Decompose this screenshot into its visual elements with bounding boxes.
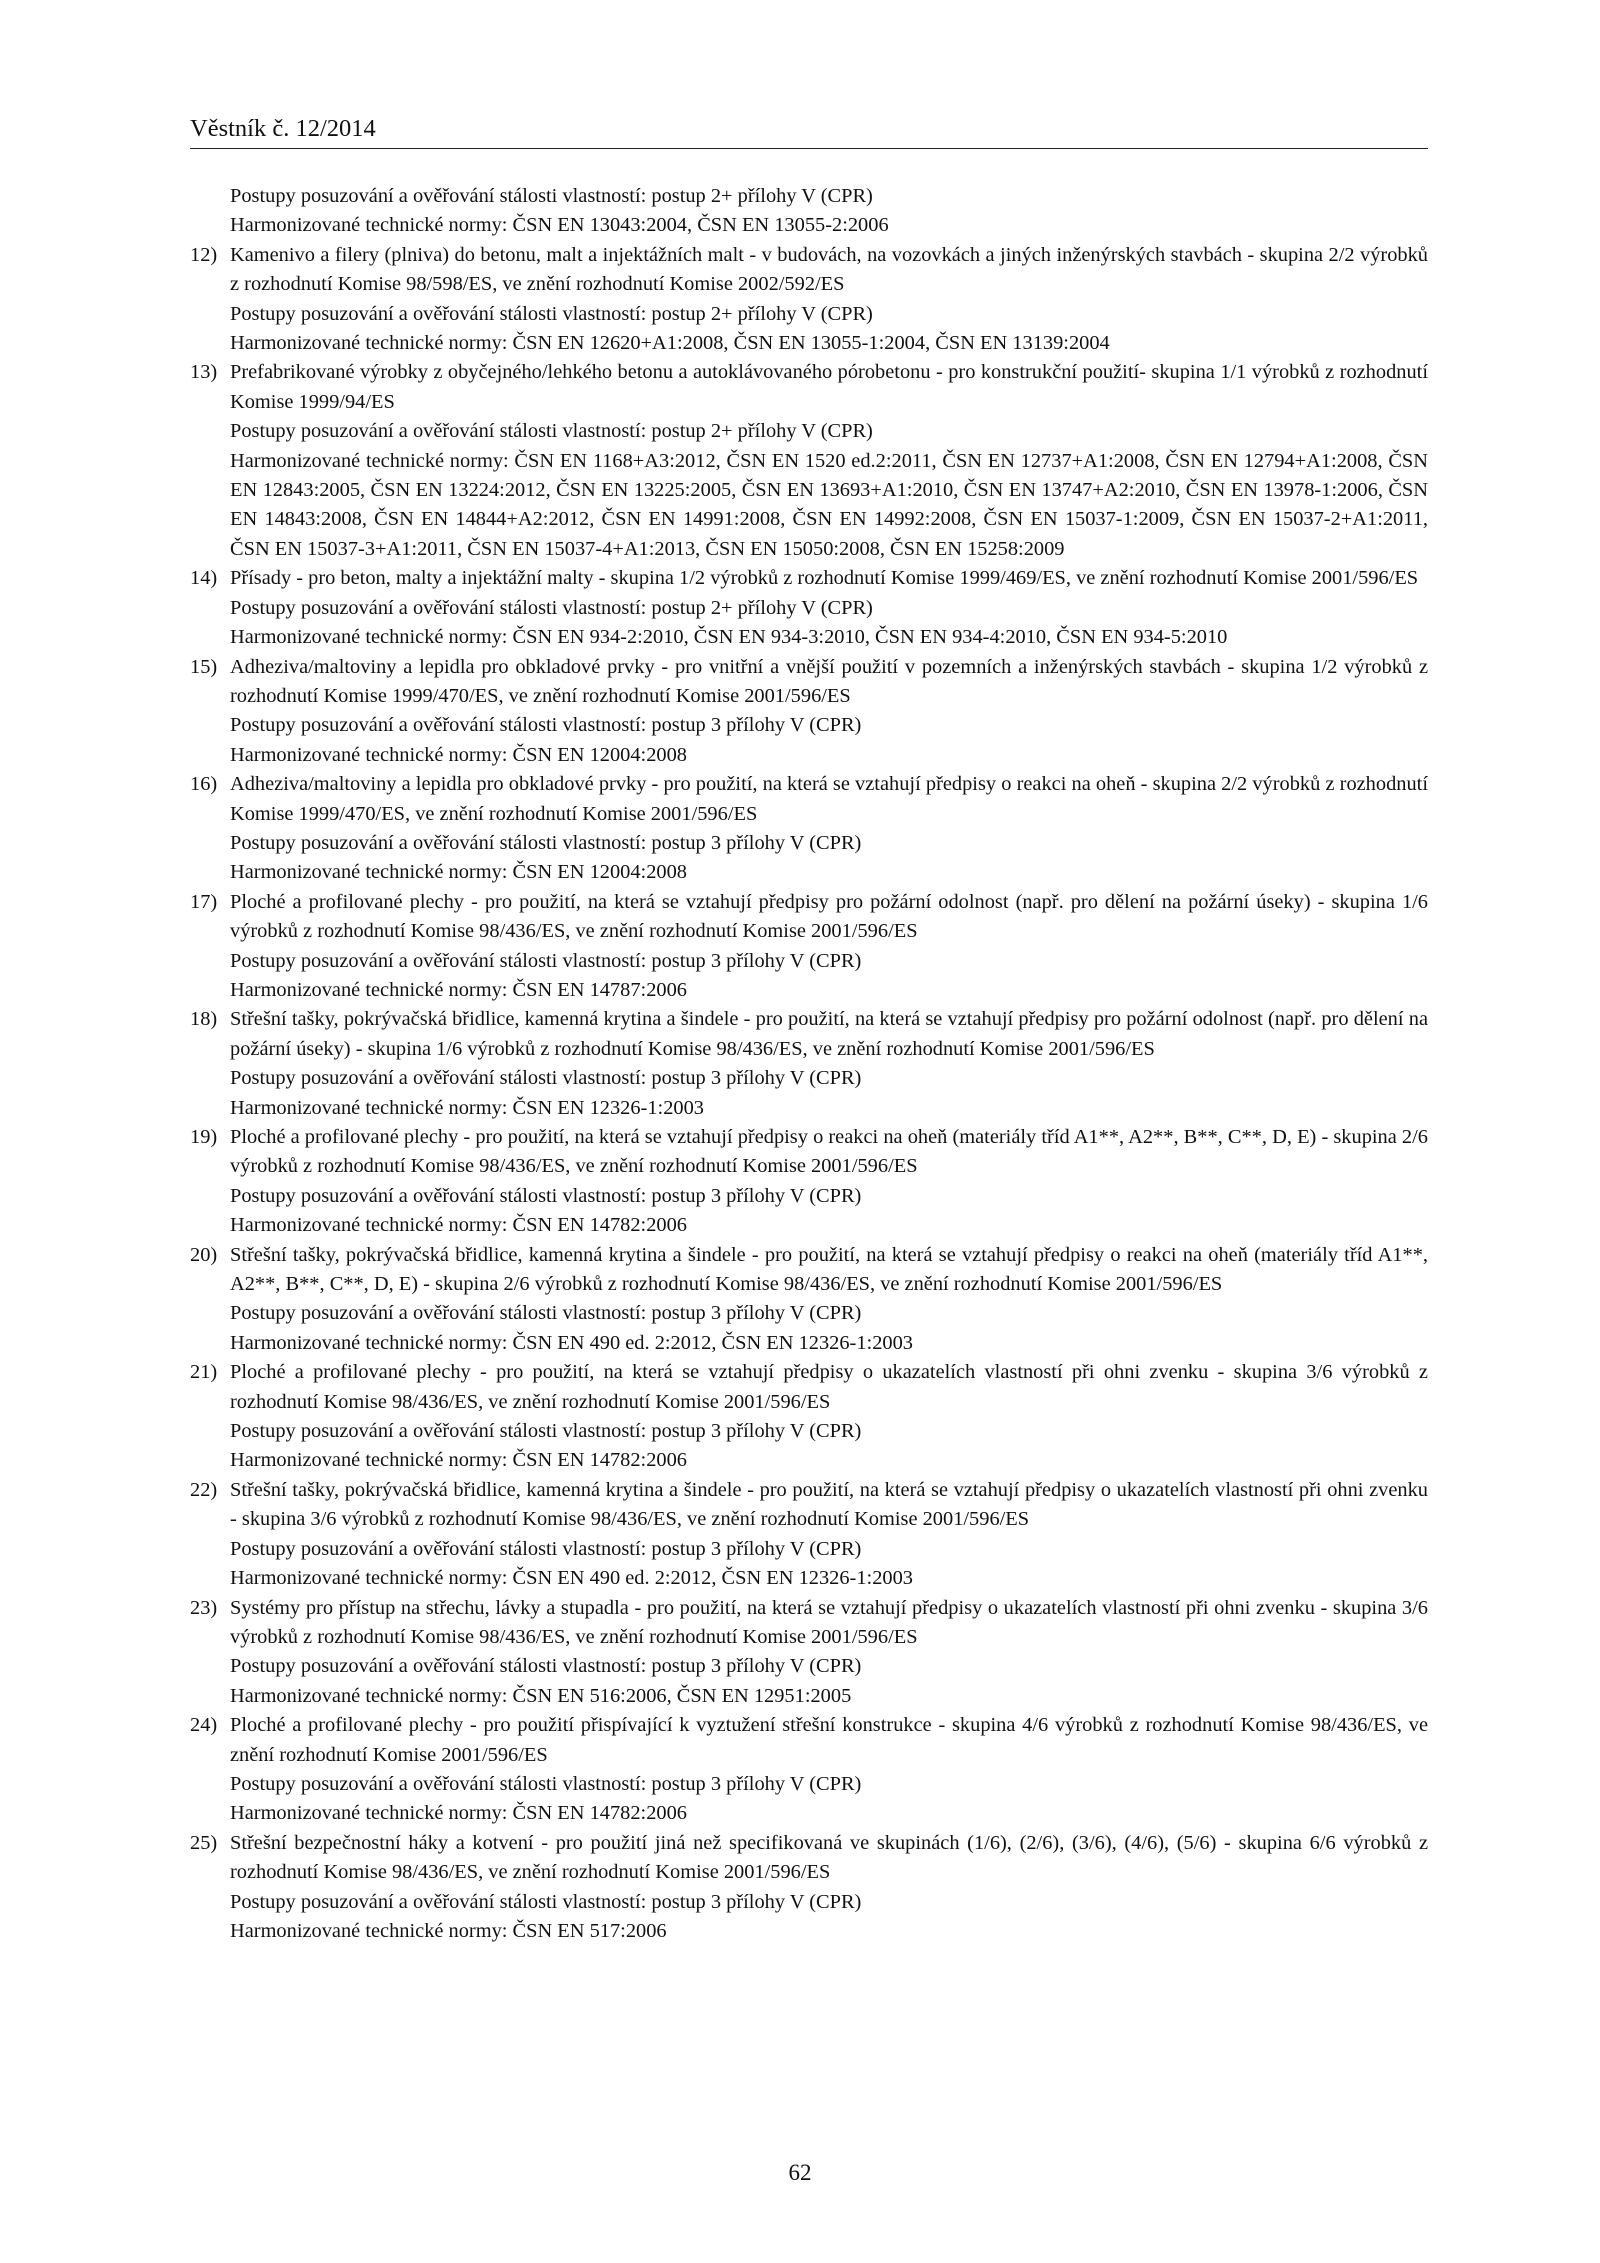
procedure-line: Postupy posuzování a ověřování stálosti vlastností: postup 3 přílohy V (CPR) [230, 1655, 862, 1678]
norms-line: Harmonizované technické normy: ČSN EN 13043:2004, ČSN EN 13055-2:2006 [230, 214, 889, 237]
item-description: Střešní tašky, pokrývačská břidlice, kamenná krytina a šindele - pro použití, na která se vztahují předpisy pro požární odolnost (např. pro dělení na požární úseky) - skupina 1/6 výrobků z rozhodnutí Komise 98/436/ES, ve znění rozhodnutí Komise 2001/596/ES [230, 1008, 1428, 1060]
procedure-line: Postupy posuzování a ověřování stálosti vlastností: postup 3 přílohy V (CPR) [230, 1537, 862, 1560]
item-number: 14) [190, 567, 218, 590]
list-item [190, 770, 1428, 888]
list-item [190, 564, 1428, 652]
item-description: Ploché a profilované plechy - pro použití přispívající k vyztužení střešní konstrukce - skupina 4/6 výrobků z rozhodnutí Komise 98/436/ES, ve znění rozhodnutí Komise 2001/596/ES [230, 1714, 1428, 1766]
item-number: 21) [190, 1361, 218, 1384]
procedure-line: Postupy posuzování a ověřování stálosti vlastností: postup 2+ přílohy V (CPR) [230, 185, 873, 207]
header-title: Věstník č. 12/2014 [190, 115, 376, 142]
item-description: Střešní bezpečnostní háky a kotvení - pro použití jiná než specifikovaná ve skupinách (1/6), (2/6), (3/6), (4/6), (5/6) - skupina 6/6 výrobků z rozhodnutí Komise 98/436/ES, ve znění rozhodnutí Komise 2001/596/ES [230, 1831, 1428, 1884]
item-description: Kamenivo a filery (plniva) do betonu, malt a injektážních malt - v budovách, na vozovkách a jiných inženýrských stavbách - skupina 2/2 výrobků z rozhodnutí Komise 98/598/ES, ve znění rozhodnutí Komise 2002/592/ES [230, 243, 1428, 296]
list-item [190, 1594, 1428, 1712]
item-number: 15) [190, 655, 218, 678]
page-header [190, 114, 1428, 149]
page-footer [0, 2160, 1600, 2186]
procedure-line: Postupy posuzování a ověřování stálosti vlastností: postup 3 přílohy V (CPR) [230, 831, 862, 854]
norms-line: Harmonizované technické normy: ČSN EN 12326-1:2003 [230, 1096, 704, 1119]
item-number: 24) [190, 1714, 218, 1737]
list-item [190, 358, 1428, 564]
norms-line: Harmonizované technické normy: ČSN EN 516:2006, ČSN EN 12951:2005 [230, 1684, 852, 1707]
item-description: Systémy pro přístup na střechu, lávky a stupadla - pro použití, na která se vztahují předpisy o ukazatelích vlastností při ohni zvenku - skupina 3/6 výrobků z rozhodnutí Komise 98/436/ES, ve znění rozhodnutí Komise 2001/596/ES [230, 1596, 1428, 1648]
norms-line: Harmonizované technické normy: ČSN EN 12620+A1:2008, ČSN EN 13055-1:2004, ČSN EN 13139:2004 [230, 332, 1110, 355]
norms-line: Harmonizované technické normy: ČSN EN 12004:2008 [230, 861, 687, 884]
procedure-line: Postupy posuzování a ověřování stálosti vlastností: postup 2+ přílohy V (CPR) [230, 302, 873, 325]
item-description: Adheziva/maltoviny a lepidla pro obkladové prvky - pro vnitřní a vnější použití v pozemních a inženýrských stavbách - skupina 1/2 výrobků z rozhodnutí Komise 1999/470/ES, ve znění rozhodnutí Komise 2001/596/ES [230, 655, 1428, 707]
norms-line: Harmonizované technické normy: ČSN EN 12004:2008 [230, 743, 687, 766]
list-item [190, 1829, 1428, 1947]
list-item [190, 1358, 1428, 1476]
item-description: Ploché a profilované plechy - pro použití, na která se vztahují předpisy o ukazatelích vlastností při ohni zvenku - skupina 3/6 výrobků z rozhodnutí Komise 98/436/ES, ve znění rozhodnutí Komise 2001/596/ES [230, 1361, 1428, 1413]
item-number: 25) [190, 1831, 218, 1854]
procedure-line: Postupy posuzování a ověřování stálosti vlastností: postup 3 přílohy V (CPR) [230, 1184, 862, 1207]
list-item [190, 653, 1428, 771]
continuation-block [190, 182, 1428, 241]
item-number: 22) [190, 1478, 218, 1501]
procedure-line: Postupy posuzování a ověřování stálosti vlastností: postup 2+ přílohy V (CPR) [230, 596, 873, 619]
item-description: Střešní tašky, pokrývačská břidlice, kamenná krytina a šindele - pro použití, na která se vztahují předpisy o reakci na oheň (materiály tříd A1**, A2**, B**, C**, D, E) - skupina 2/6 výrobků z rozhodnutí Komise 98/436/ES, ve znění rozhodnutí Komise 2001/596/ES [230, 1243, 1428, 1296]
item-number: 19) [190, 1126, 218, 1148]
list-item [190, 1241, 1428, 1359]
item-number: 17) [190, 890, 218, 913]
item-description: Prefabrikované výrobky z obyčejného/lehkého betonu a autoklávovaného pórobetonu - pro konstrukční použití- skupina 1/1 výrobků z rozhodnutí Komise 1999/94/ES [230, 361, 1428, 413]
item-number: 16) [190, 773, 218, 796]
item-description: Střešní tašky, pokrývačská břidlice, kamenná krytina a šindele - pro použití, na která se vztahují předpisy o ukazatelích vlastností při ohni zvenku - skupina 3/6 výrobků z rozhodnutí Komise 98/436/ES, ve znění rozhodnutí Komise 2001/596/ES [230, 1478, 1428, 1531]
item-number: 13) [190, 361, 218, 384]
list-item [190, 1476, 1428, 1594]
list-item [190, 1005, 1428, 1123]
norms-line: Harmonizované technické normy: ČSN EN 490 ed. 2:2012, ČSN EN 12326-1:2003 [230, 1567, 913, 1590]
procedure-line: Postupy posuzování a ověřování stálosti vlastností: postup 3 přílohy V (CPR) [230, 714, 862, 737]
item-number: 18) [190, 1008, 218, 1031]
item-number: 20) [190, 1243, 218, 1266]
item-description: Ploché a profilované plechy - pro použití, na která se vztahují předpisy o reakci na oheň (materiály tříd A1**, A2**, B**, C**, D, E) - skupina 2/6 výrobků z rozhodnutí Komise 98/436/ES, ve znění rozhodnutí Komise 2001/596/ES [230, 1126, 1428, 1178]
item-description: Ploché a profilované plechy - pro použití, na která se vztahují předpisy pro požární odolnost (např. pro dělení na požární úseky) - skupina 1/6 výrobků z rozhodnutí Komise 98/436/ES, ve znění rozhodnutí Komise 2001/596/ES [230, 890, 1428, 943]
item-description: Adheziva/maltoviny a lepidla pro obkladové prvky - pro použití, na která se vztahují předpisy o reakci na oheň - skupina 2/2 výrobků z rozhodnutí Komise 1999/470/ES, ve znění rozhodnutí Komise 2001/596/ES [230, 773, 1428, 825]
document-body [190, 182, 1428, 1946]
item-number: 12) [190, 243, 218, 266]
procedure-line: Postupy posuzování a ověřování stálosti vlastností: postup 3 přílohy V (CPR) [230, 1420, 862, 1443]
procedure-line: Postupy posuzování a ověřování stálosti vlastností: postup 3 přílohy V (CPR) [230, 949, 862, 972]
norms-line: Harmonizované technické normy: ČSN EN 14782:2006 [230, 1214, 687, 1237]
procedure-line: Postupy posuzování a ověřování stálosti vlastností: postup 2+ přílohy V (CPR) [230, 420, 873, 443]
procedure-line: Postupy posuzování a ověřování stálosti vlastností: postup 3 přílohy V (CPR) [230, 1302, 862, 1325]
procedure-line: Postupy posuzování a ověřování stálosti vlastností: postup 3 přílohy V (CPR) [230, 1772, 862, 1795]
norms-line: Harmonizované technické normy: ČSN EN 14787:2006 [230, 978, 687, 1001]
list-item [190, 1123, 1428, 1241]
list-item [190, 1711, 1428, 1829]
procedure-line: Postupy posuzování a ověřování stálosti vlastností: postup 3 přílohy V (CPR) [230, 1067, 862, 1090]
list-item [190, 888, 1428, 1006]
norms-line: Harmonizované technické normy: ČSN EN 14782:2006 [230, 1449, 687, 1472]
item-number: 23) [190, 1596, 218, 1619]
procedure-line: Postupy posuzování a ověřování stálosti vlastností: postup 3 přílohy V (CPR) [230, 1890, 862, 1913]
norms-line: Harmonizované technické normy: ČSN EN 14782:2006 [230, 1802, 687, 1825]
page-number: 62 [788, 2160, 812, 2185]
norms-line: Harmonizované technické normy: ČSN EN 934-2:2010, ČSN EN 934-3:2010, ČSN EN 934-4:2010, ČSN EN 934-5:2010 [230, 626, 1228, 649]
item-description: Přísady - pro beton, malty a injektážní malty - skupina 1/2 výrobků z rozhodnutí Komise 1999/469/ES, ve znění rozhodnutí Komise 2001/596/ES [230, 567, 1419, 590]
list-item [190, 241, 1428, 359]
norms-line: Harmonizované technické normy: ČSN EN 1168+A3:2012, ČSN EN 1520 ed.2:2011, ČSN EN 12737+A1:2008, ČSN EN 12794+A1:2008, ČSN EN 12843:2005, ČSN EN 13224:2012, ČSN EN 13225:2005, ČSN EN 13693+A1:2010, ČSN EN 13747+A2:2010, ČSN EN 13978-1:2006, ČSN EN 14843:2008, ČSN EN 14844+A2:2012, ČSN EN 14991:2008, ČSN EN 14992:2008, ČSN EN 15037-1:2009, ČSN EN 15037-2+A1:2011, ČSN EN 15037-3+A1:2011, ČSN EN 15037-4+A1:2013, ČSN EN 15050:2008, ČSN EN 15258:2009 [230, 449, 1428, 560]
norms-line: Harmonizované technické normy: ČSN EN 517:2006 [230, 1919, 667, 1942]
norms-line: Harmonizované technické normy: ČSN EN 490 ed. 2:2012, ČSN EN 12326-1:2003 [230, 1331, 913, 1354]
